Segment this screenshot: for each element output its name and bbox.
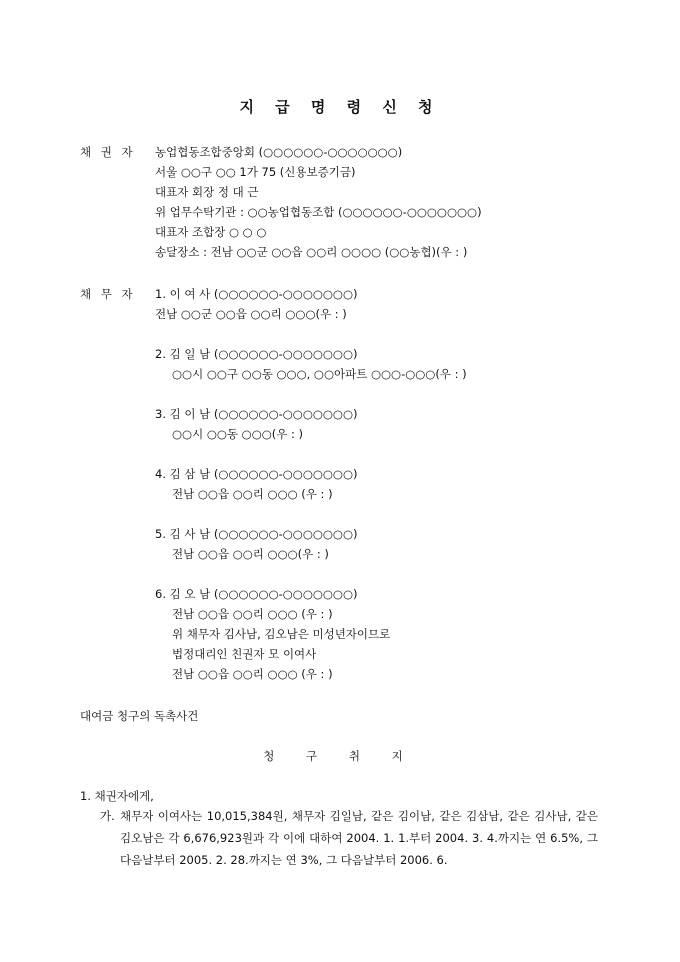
debtor-name: 4. 김 삼 남 (○○○○○○-○○○○○○○) [155, 467, 358, 481]
creditor-line: 서울 ○○구 ○○ 1가 75 (신용보증기금) [155, 165, 356, 179]
guardian-note: 법정대리인 친권자 모 이여사 [172, 647, 317, 661]
creditor-line: 대표자 조합장 ○ ○ ○ [155, 225, 267, 239]
debtor-name: 6. 김 오 남 (○○○○○○-○○○○○○○) [155, 587, 358, 601]
debtor-address: ○○시 ○○구 ○○동 ○○○, ○○아파트 ○○○-○○○(우 : ) [172, 367, 467, 381]
claim-subitem-text: 채무자 이여사는 10,015,384원, 채무자 김일남, 같은 김이남, 같은 김삼남, 같은 김사남, 같은 김오남은 각 6,676,923원과 각 이에 대하여 2004. 1. 1.부터 2004. 3. 4.까지는 연 6.5%, 그 다음날부터 2005. 2. 28.까지는 연 3%, 그 다음날부터 2006. 6. [120, 809, 598, 867]
creditor-line: 대표자 회장 정 대 근 [155, 185, 259, 199]
debtor-label: 채 무 자 [80, 287, 136, 301]
section-heading: 청 구 취 지 [263, 749, 417, 763]
claim-subitem-marker: 가. [100, 809, 115, 823]
debtor-name: 3. 김 이 남 (○○○○○○-○○○○○○○) [155, 407, 358, 421]
debtor-name: 5. 김 사 남 (○○○○○○-○○○○○○○) [155, 527, 358, 541]
guardian-note: 위 채무자 김사남, 김오남은 미성년자이므로 [172, 627, 391, 641]
debtor-address: 전남 ○○읍 ○○리 ○○○(우 : ) [172, 547, 329, 561]
debtor-name: 2. 김 일 남 (○○○○○○-○○○○○○○) [155, 347, 358, 361]
debtor-address: 전남 ○○읍 ○○리 ○○○ (우 : ) [172, 487, 333, 501]
creditor-label: 채 권 자 [80, 145, 136, 159]
creditor-line: 농업협동조합중앙회 (○○○○○○-○○○○○○○) [155, 145, 403, 159]
document-title: 지 급 명 령 신 청 [239, 98, 441, 116]
debtor-address: 전남 ○○군 ○○읍 ○○리 ○○○(우 : ) [155, 307, 347, 321]
case-title: 대여금 청구의 독촉사건 [80, 709, 199, 723]
claim-item: 1. 채권자에게, [80, 789, 154, 803]
debtor-address: 전남 ○○읍 ○○리 ○○○ (우 : ) [172, 607, 333, 621]
guardian-note: 전남 ○○읍 ○○리 ○○○ (우 : ) [172, 667, 333, 681]
creditor-line: 위 업무수탁기관 : ○○농업협동조합 (○○○○○○-○○○○○○○) [155, 205, 482, 219]
debtor-name: 1. 이 여 사 (○○○○○○-○○○○○○○) [155, 287, 358, 301]
creditor-line: 송달장소 : 전남 ○○군 ○○읍 ○○리 ○○○○ (○○농협)(우 : ) [155, 245, 468, 259]
debtor-address: ○○시 ○○동 ○○○(우 : ) [172, 427, 304, 441]
